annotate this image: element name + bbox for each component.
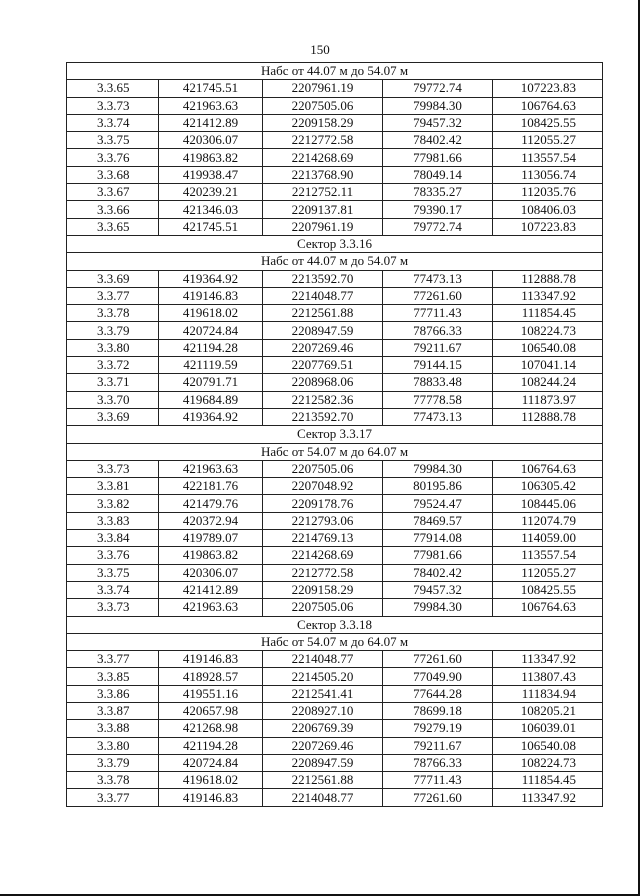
point-id-cell: 3.3.85	[67, 668, 159, 685]
x-coordinate-cell: 420306.07	[159, 564, 263, 581]
y-coordinate-cell: 2207505.06	[263, 460, 383, 477]
local-x-cell: 77049.90	[383, 668, 493, 685]
point-id-cell: 3.3.76	[67, 149, 159, 166]
x-coordinate-cell: 419364.92	[159, 408, 263, 425]
local-y-cell: 113347.92	[493, 287, 603, 304]
point-id-cell: 3.3.71	[67, 374, 159, 391]
point-id-cell: 3.3.69	[67, 270, 159, 287]
local-y-cell: 106764.63	[493, 97, 603, 114]
local-x-cell: 78049.14	[383, 166, 493, 183]
point-id-cell: 3.3.67	[67, 184, 159, 201]
y-coordinate-cell: 2213768.90	[263, 166, 383, 183]
local-y-cell: 108406.03	[493, 201, 603, 218]
x-coordinate-cell: 421963.63	[159, 97, 263, 114]
local-y-cell: 108244.24	[493, 374, 603, 391]
local-x-cell: 79984.30	[383, 599, 493, 616]
section-header-row	[67, 443, 603, 460]
x-coordinate-cell: 421194.28	[159, 737, 263, 754]
y-coordinate-cell: 2212772.58	[263, 564, 383, 581]
local-y-cell: 113347.92	[493, 651, 603, 668]
x-coordinate-cell: 421119.59	[159, 357, 263, 374]
local-x-cell: 78766.33	[383, 754, 493, 771]
local-y-cell: 107041.14	[493, 357, 603, 374]
table-row	[67, 512, 603, 529]
point-id-cell: 3.3.65	[67, 80, 159, 97]
sector-title: Сектор 3.3.18	[67, 616, 603, 633]
table-row	[67, 218, 603, 235]
section-header-row	[67, 253, 603, 270]
local-y-cell: 113056.74	[493, 166, 603, 183]
y-coordinate-cell: 2213592.70	[263, 408, 383, 425]
point-id-cell: 3.3.80	[67, 339, 159, 356]
local-y-cell: 112074.79	[493, 512, 603, 529]
x-coordinate-cell: 420724.84	[159, 754, 263, 771]
local-x-cell: 79772.74	[383, 218, 493, 235]
table-row	[67, 97, 603, 114]
y-coordinate-cell: 2209137.81	[263, 201, 383, 218]
x-coordinate-cell: 419146.83	[159, 651, 263, 668]
point-id-cell: 3.3.77	[67, 651, 159, 668]
height-range-title: Набс от 44.07 м до 54.07 м	[67, 63, 603, 80]
local-x-cell: 79457.32	[383, 581, 493, 598]
table-row	[67, 339, 603, 356]
table-row	[67, 80, 603, 97]
point-id-cell: 3.3.87	[67, 702, 159, 719]
x-coordinate-cell: 422181.76	[159, 478, 263, 495]
local-x-cell: 77261.60	[383, 287, 493, 304]
x-coordinate-cell: 420306.07	[159, 132, 263, 149]
local-y-cell: 111854.45	[493, 772, 603, 789]
table-row	[67, 720, 603, 737]
y-coordinate-cell: 2209158.29	[263, 581, 383, 598]
x-coordinate-cell: 419789.07	[159, 530, 263, 547]
table-row	[67, 737, 603, 754]
local-x-cell: 78766.33	[383, 322, 493, 339]
local-x-cell: 79279.19	[383, 720, 493, 737]
local-x-cell: 77981.66	[383, 547, 493, 564]
y-coordinate-cell: 2214048.77	[263, 651, 383, 668]
point-id-cell: 3.3.73	[67, 460, 159, 477]
y-coordinate-cell: 2212561.88	[263, 772, 383, 789]
local-x-cell: 78469.57	[383, 512, 493, 529]
y-coordinate-cell: 2207505.06	[263, 97, 383, 114]
x-coordinate-cell: 421412.89	[159, 581, 263, 598]
coordinates-table-body	[67, 63, 603, 807]
local-x-cell: 77778.58	[383, 391, 493, 408]
y-coordinate-cell: 2208947.59	[263, 322, 383, 339]
y-coordinate-cell: 2209178.76	[263, 495, 383, 512]
local-y-cell: 111854.45	[493, 305, 603, 322]
local-x-cell: 77473.13	[383, 408, 493, 425]
x-coordinate-cell: 421412.89	[159, 114, 263, 131]
local-x-cell: 79984.30	[383, 97, 493, 114]
local-y-cell: 106764.63	[493, 460, 603, 477]
y-coordinate-cell: 2208927.10	[263, 702, 383, 719]
x-coordinate-cell: 419618.02	[159, 305, 263, 322]
local-x-cell: 78833.48	[383, 374, 493, 391]
point-id-cell: 3.3.84	[67, 530, 159, 547]
local-x-cell: 78402.42	[383, 564, 493, 581]
x-coordinate-cell: 421963.63	[159, 599, 263, 616]
x-coordinate-cell: 419863.82	[159, 149, 263, 166]
table-row	[67, 357, 603, 374]
x-coordinate-cell: 421963.63	[159, 460, 263, 477]
local-y-cell: 108425.55	[493, 581, 603, 598]
point-id-cell: 3.3.74	[67, 114, 159, 131]
x-coordinate-cell: 419551.16	[159, 685, 263, 702]
section-header-row	[67, 426, 603, 443]
table-row	[67, 530, 603, 547]
y-coordinate-cell: 2207961.19	[263, 218, 383, 235]
point-id-cell: 3.3.65	[67, 218, 159, 235]
table-row	[67, 287, 603, 304]
point-id-cell: 3.3.78	[67, 772, 159, 789]
x-coordinate-cell: 419938.47	[159, 166, 263, 183]
local-x-cell: 79211.67	[383, 339, 493, 356]
table-row	[67, 547, 603, 564]
y-coordinate-cell: 2212582.36	[263, 391, 383, 408]
point-id-cell: 3.3.86	[67, 685, 159, 702]
table-row	[67, 789, 603, 806]
x-coordinate-cell: 421268.98	[159, 720, 263, 737]
local-x-cell: 77711.43	[383, 772, 493, 789]
point-id-cell: 3.3.81	[67, 478, 159, 495]
local-x-cell: 78402.42	[383, 132, 493, 149]
table-row	[67, 460, 603, 477]
x-coordinate-cell: 419146.83	[159, 287, 263, 304]
point-id-cell: 3.3.76	[67, 547, 159, 564]
point-id-cell: 3.3.68	[67, 166, 159, 183]
local-y-cell: 106039.01	[493, 720, 603, 737]
table-row	[67, 184, 603, 201]
table-row	[67, 166, 603, 183]
point-id-cell: 3.3.74	[67, 581, 159, 598]
section-header-row	[67, 633, 603, 650]
point-id-cell: 3.3.73	[67, 97, 159, 114]
y-coordinate-cell: 2214048.77	[263, 789, 383, 806]
y-coordinate-cell: 2213592.70	[263, 270, 383, 287]
local-y-cell: 112055.27	[493, 564, 603, 581]
y-coordinate-cell: 2214268.69	[263, 149, 383, 166]
local-y-cell: 112055.27	[493, 132, 603, 149]
local-x-cell: 79144.15	[383, 357, 493, 374]
point-id-cell: 3.3.82	[67, 495, 159, 512]
y-coordinate-cell: 2212752.11	[263, 184, 383, 201]
point-id-cell: 3.3.69	[67, 408, 159, 425]
local-y-cell: 113557.54	[493, 547, 603, 564]
point-id-cell: 3.3.77	[67, 789, 159, 806]
section-header-row	[67, 235, 603, 252]
table-row	[67, 408, 603, 425]
x-coordinate-cell: 420791.71	[159, 374, 263, 391]
local-x-cell: 80195.86	[383, 478, 493, 495]
point-id-cell: 3.3.78	[67, 305, 159, 322]
point-id-cell: 3.3.88	[67, 720, 159, 737]
local-x-cell: 79390.17	[383, 201, 493, 218]
y-coordinate-cell: 2214048.77	[263, 287, 383, 304]
x-coordinate-cell: 419146.83	[159, 789, 263, 806]
y-coordinate-cell: 2212772.58	[263, 132, 383, 149]
local-y-cell: 106540.08	[493, 737, 603, 754]
local-y-cell: 108224.73	[493, 322, 603, 339]
local-y-cell: 106305.42	[493, 478, 603, 495]
y-coordinate-cell: 2214769.13	[263, 530, 383, 547]
local-y-cell: 112888.78	[493, 408, 603, 425]
local-y-cell: 108425.55	[493, 114, 603, 131]
local-x-cell: 77473.13	[383, 270, 493, 287]
table-row	[67, 391, 603, 408]
x-coordinate-cell: 421194.28	[159, 339, 263, 356]
local-x-cell: 79211.67	[383, 737, 493, 754]
sector-title: Сектор 3.3.16	[67, 235, 603, 252]
table-row	[67, 651, 603, 668]
x-coordinate-cell: 420724.84	[159, 322, 263, 339]
x-coordinate-cell: 419863.82	[159, 547, 263, 564]
local-y-cell: 114059.00	[493, 530, 603, 547]
table-row	[67, 114, 603, 131]
point-id-cell: 3.3.80	[67, 737, 159, 754]
x-coordinate-cell: 421479.76	[159, 495, 263, 512]
x-coordinate-cell: 420657.98	[159, 702, 263, 719]
point-id-cell: 3.3.73	[67, 599, 159, 616]
y-coordinate-cell: 2207269.46	[263, 737, 383, 754]
x-coordinate-cell: 421346.03	[159, 201, 263, 218]
y-coordinate-cell: 2206769.39	[263, 720, 383, 737]
point-id-cell: 3.3.72	[67, 357, 159, 374]
local-y-cell: 107223.83	[493, 80, 603, 97]
point-id-cell: 3.3.75	[67, 132, 159, 149]
section-header-row	[67, 63, 603, 80]
y-coordinate-cell: 2214505.20	[263, 668, 383, 685]
table-row	[67, 754, 603, 771]
point-id-cell: 3.3.75	[67, 564, 159, 581]
x-coordinate-cell: 421745.51	[159, 80, 263, 97]
y-coordinate-cell: 2212541.41	[263, 685, 383, 702]
coordinates-table	[66, 62, 603, 807]
y-coordinate-cell: 2214268.69	[263, 547, 383, 564]
local-x-cell: 77261.60	[383, 789, 493, 806]
table-row	[67, 685, 603, 702]
y-coordinate-cell: 2207269.46	[263, 339, 383, 356]
section-header-row	[67, 616, 603, 633]
local-x-cell: 79457.32	[383, 114, 493, 131]
x-coordinate-cell: 418928.57	[159, 668, 263, 685]
y-coordinate-cell: 2212561.88	[263, 305, 383, 322]
y-coordinate-cell: 2207769.51	[263, 357, 383, 374]
table-row	[67, 478, 603, 495]
y-coordinate-cell: 2207505.06	[263, 599, 383, 616]
point-id-cell: 3.3.83	[67, 512, 159, 529]
local-y-cell: 113807.43	[493, 668, 603, 685]
x-coordinate-cell: 419364.92	[159, 270, 263, 287]
point-id-cell: 3.3.66	[67, 201, 159, 218]
height-range-title: Набс от 54.07 м до 64.07 м	[67, 633, 603, 650]
table-row	[67, 322, 603, 339]
local-y-cell: 106540.08	[493, 339, 603, 356]
table-row	[67, 772, 603, 789]
local-x-cell: 77644.28	[383, 685, 493, 702]
local-x-cell: 77261.60	[383, 651, 493, 668]
y-coordinate-cell: 2212793.06	[263, 512, 383, 529]
y-coordinate-cell: 2207961.19	[263, 80, 383, 97]
local-x-cell: 77711.43	[383, 305, 493, 322]
local-y-cell: 113557.54	[493, 149, 603, 166]
point-id-cell: 3.3.79	[67, 754, 159, 771]
x-coordinate-cell: 421745.51	[159, 218, 263, 235]
local-y-cell: 108224.73	[493, 754, 603, 771]
table-row	[67, 564, 603, 581]
table-row	[67, 495, 603, 512]
table-row	[67, 599, 603, 616]
table-row	[67, 668, 603, 685]
y-coordinate-cell: 2207048.92	[263, 478, 383, 495]
y-coordinate-cell: 2208947.59	[263, 754, 383, 771]
height-range-title: Набс от 44.07 м до 54.07 м	[67, 253, 603, 270]
table-row	[67, 374, 603, 391]
local-x-cell: 78335.27	[383, 184, 493, 201]
local-x-cell: 79984.30	[383, 460, 493, 477]
sector-title: Сектор 3.3.17	[67, 426, 603, 443]
page-number: 150	[310, 42, 330, 57]
table-row	[67, 305, 603, 322]
x-coordinate-cell: 420372.94	[159, 512, 263, 529]
local-y-cell: 108445.06	[493, 495, 603, 512]
point-id-cell: 3.3.70	[67, 391, 159, 408]
point-id-cell: 3.3.77	[67, 287, 159, 304]
point-id-cell: 3.3.79	[67, 322, 159, 339]
local-x-cell: 79524.47	[383, 495, 493, 512]
local-y-cell: 107223.83	[493, 218, 603, 235]
y-coordinate-cell: 2209158.29	[263, 114, 383, 131]
local-y-cell: 112888.78	[493, 270, 603, 287]
local-y-cell: 106764.63	[493, 599, 603, 616]
x-coordinate-cell: 419684.89	[159, 391, 263, 408]
x-coordinate-cell: 420239.21	[159, 184, 263, 201]
table-row	[67, 581, 603, 598]
local-y-cell: 111834.94	[493, 685, 603, 702]
local-y-cell: 111873.97	[493, 391, 603, 408]
local-y-cell: 108205.21	[493, 702, 603, 719]
table-row	[67, 201, 603, 218]
local-x-cell: 79772.74	[383, 80, 493, 97]
height-range-title: Набс от 54.07 м до 64.07 м	[67, 443, 603, 460]
y-coordinate-cell: 2208968.06	[263, 374, 383, 391]
local-y-cell: 113347.92	[493, 789, 603, 806]
table-row	[67, 132, 603, 149]
table-row	[67, 149, 603, 166]
local-x-cell: 77981.66	[383, 149, 493, 166]
local-y-cell: 112035.76	[493, 184, 603, 201]
local-x-cell: 77914.08	[383, 530, 493, 547]
table-row	[67, 270, 603, 287]
x-coordinate-cell: 419618.02	[159, 772, 263, 789]
local-x-cell: 78699.18	[383, 702, 493, 719]
table-row	[67, 702, 603, 719]
